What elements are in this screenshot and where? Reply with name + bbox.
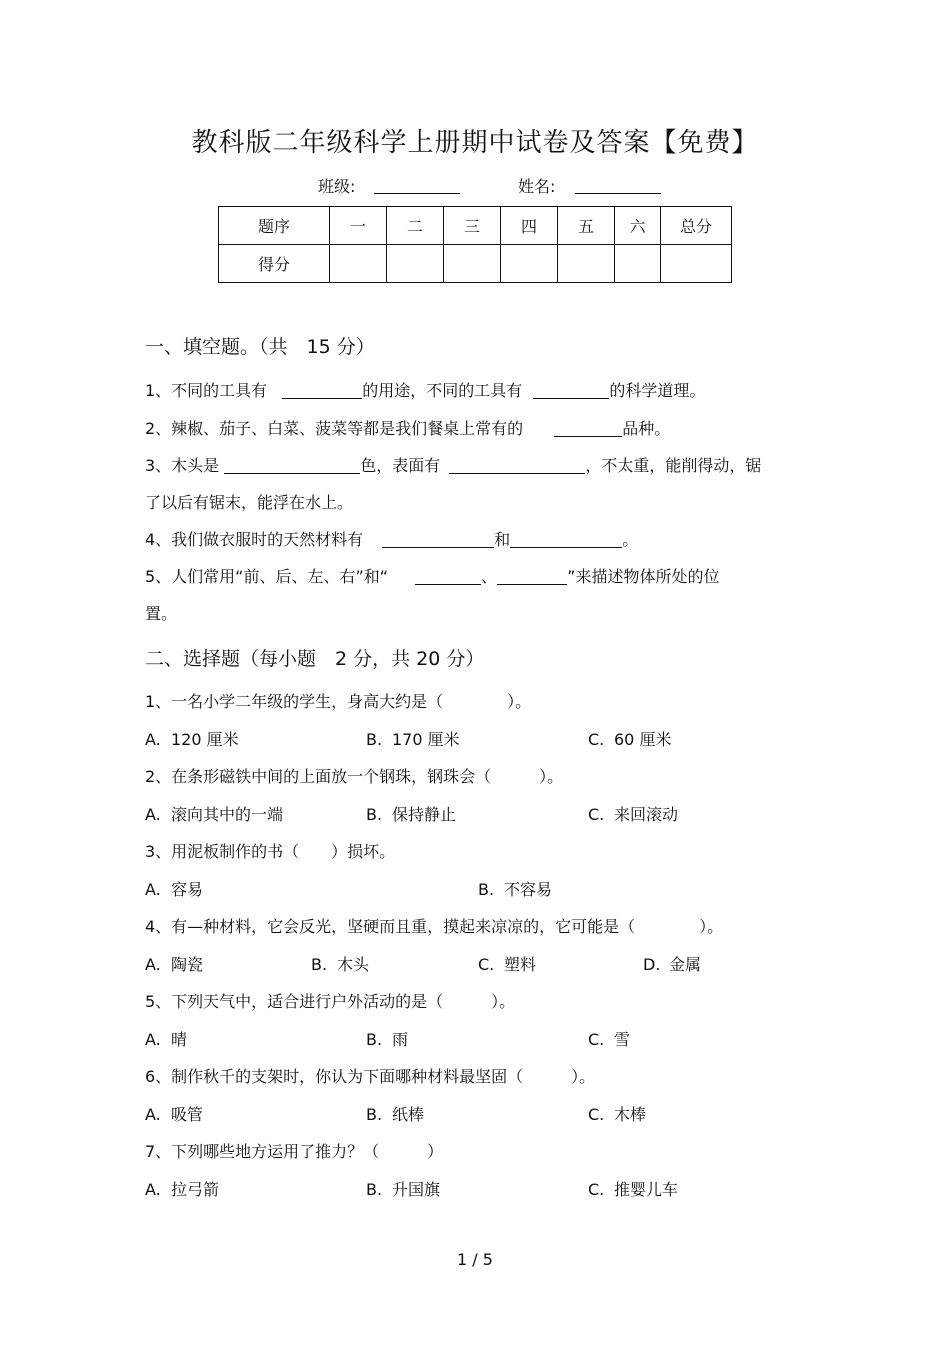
score-cell-empty[interactable] bbox=[615, 245, 661, 283]
choice-question-6: 6、制作秋千的支架时，你认为下面哪种材料最坚固（ ）。 bbox=[145, 1067, 596, 1086]
q4-option-d[interactable]: D. 金属 bbox=[643, 955, 702, 974]
choice-question-4: 4、有—种材料，它会反光，坚硬而且重，摸起来凉凉的，它可能是（ ）。 bbox=[145, 917, 724, 936]
q2-option-a[interactable]: A. 滚向其中的一端 bbox=[145, 805, 284, 824]
q3-text-a: 3、木头是 bbox=[145, 456, 220, 475]
fill-question-5-cont: 置。 bbox=[145, 604, 178, 623]
score-cell-empty[interactable] bbox=[501, 245, 558, 283]
fill-question-4 bbox=[145, 527, 638, 550]
q4-option-b[interactable]: B. 木头 bbox=[311, 955, 370, 974]
q5-blank-2[interactable] bbox=[497, 568, 567, 585]
score-cell-header: 二 bbox=[387, 207, 444, 245]
score-cell-empty[interactable] bbox=[661, 245, 732, 283]
choice-question-2: 2、在条形磁铁中间的上面放一个钢珠，钢珠会（ ）。 bbox=[145, 767, 564, 786]
q4-blank-1[interactable] bbox=[382, 531, 494, 548]
score-cell-empty[interactable] bbox=[330, 245, 387, 283]
score-table-header-row bbox=[219, 207, 732, 245]
q1-text-a: 1、不同的工具有 bbox=[145, 381, 268, 400]
q3-option-b[interactable]: B. 不容易 bbox=[478, 880, 553, 899]
q7-option-b[interactable]: B. 升国旗 bbox=[366, 1180, 441, 1199]
score-cell-header: 三 bbox=[444, 207, 501, 245]
q4-option-a[interactable]: A. 陶瓷 bbox=[145, 955, 204, 974]
fill-question-3 bbox=[145, 453, 761, 476]
fill-question-2 bbox=[145, 416, 670, 439]
section2-heading: 二、选择题（每小题 2 分，共 20 分） bbox=[145, 648, 485, 670]
q5-option-b[interactable]: B. 雨 bbox=[366, 1030, 409, 1049]
q5-option-a[interactable]: A. 晴 bbox=[145, 1030, 188, 1049]
q6-option-b[interactable]: B. 纸棒 bbox=[366, 1105, 425, 1124]
page-number: 1 / 5 bbox=[457, 1250, 493, 1269]
name-blank[interactable] bbox=[575, 193, 661, 194]
score-cell-header: 一 bbox=[330, 207, 387, 245]
q1-blank-2[interactable] bbox=[533, 382, 609, 399]
score-table-score-row bbox=[219, 245, 732, 283]
fill-question-1 bbox=[145, 378, 705, 401]
q5-text-b: 、 bbox=[481, 567, 498, 586]
score-cell-header: 四 bbox=[501, 207, 558, 245]
q2-option-b[interactable]: B. 保持静止 bbox=[366, 805, 457, 824]
q1-text-c: 的科学道理。 bbox=[609, 381, 706, 400]
q4-option-c[interactable]: C. 塑料 bbox=[478, 955, 537, 974]
q1-text-b: 的用途，不同的工具有 bbox=[362, 381, 523, 400]
q1-option-b[interactable]: B. 170 厘米 bbox=[366, 730, 460, 749]
score-cell-empty[interactable] bbox=[444, 245, 501, 283]
name-label: 姓名: bbox=[518, 177, 556, 196]
choice-question-7: 7、下列哪些地方运用了推力？（ ） bbox=[145, 1142, 444, 1161]
q1-blank-1[interactable] bbox=[282, 382, 362, 399]
q3-text-b: 色，表面有 bbox=[360, 456, 441, 475]
q5-text-c: ”来描述物体所处的位 bbox=[567, 567, 720, 586]
q3-text-c: ，不太重，能削得动，锯 bbox=[585, 456, 762, 475]
fill-question-3-cont: 了以后有锯末，能浮在水上。 bbox=[145, 493, 354, 512]
choice-question-5: 5、下列天气中，适合进行户外活动的是（ ）。 bbox=[145, 992, 516, 1011]
q3-blank-1[interactable] bbox=[224, 457, 360, 474]
q7-option-c[interactable]: C. 推婴儿车 bbox=[588, 1180, 679, 1199]
q2-text-a: 2、辣椒、茄子、白菜、菠菜等都是我们餐桌上常有的 bbox=[145, 419, 524, 438]
q2-option-c[interactable]: C. 来回滚动 bbox=[588, 805, 679, 824]
q5-text-a: 5、人们常用“前、后、左、右”和“ bbox=[145, 567, 389, 586]
class-label: 班级: bbox=[318, 177, 356, 196]
choice-question-1: 1、一名小学二年级的学生，身高大约是（ ）。 bbox=[145, 692, 532, 711]
q3-option-a[interactable]: A. 容易 bbox=[145, 880, 204, 899]
q5-option-c[interactable]: C. 雪 bbox=[588, 1030, 631, 1049]
q4-text-a: 4、我们做衣服时的天然材料有 bbox=[145, 530, 364, 549]
score-cell-header: 六 bbox=[615, 207, 661, 245]
fill-question-5 bbox=[145, 564, 719, 587]
q6-option-c[interactable]: C. 木棒 bbox=[588, 1105, 647, 1124]
q2-blank[interactable] bbox=[554, 420, 622, 437]
choice-question-3: 3、用泥板制作的书（ ）损坏。 bbox=[145, 842, 396, 861]
q7-option-a[interactable]: A. 拉弓箭 bbox=[145, 1180, 220, 1199]
page-title: 教科版二年级科学上册期中试卷及答案【免费】 bbox=[191, 128, 759, 158]
q1-option-a[interactable]: A. 120 厘米 bbox=[145, 730, 239, 749]
q4-text-c: 。 bbox=[622, 530, 639, 549]
class-blank[interactable] bbox=[374, 193, 460, 194]
q2-text-b: 品种。 bbox=[622, 419, 671, 438]
q1-option-c[interactable]: C. 60 厘米 bbox=[588, 730, 672, 749]
score-row-label: 得分 bbox=[219, 245, 330, 283]
q4-text-b: 和 bbox=[494, 530, 511, 549]
score-cell-header: 总分 bbox=[661, 207, 732, 245]
score-cell-header: 题序 bbox=[219, 207, 330, 245]
q5-blank-1[interactable] bbox=[415, 568, 481, 585]
score-cell-header: 五 bbox=[558, 207, 615, 245]
score-cell-empty[interactable] bbox=[558, 245, 615, 283]
q4-blank-2[interactable] bbox=[510, 531, 622, 548]
section1-heading: 一、填空题。（共 15 分） bbox=[145, 336, 375, 358]
score-cell-empty[interactable] bbox=[387, 245, 444, 283]
q3-blank-2[interactable] bbox=[449, 457, 585, 474]
q6-option-a[interactable]: A. 吸管 bbox=[145, 1105, 204, 1124]
score-table bbox=[218, 206, 732, 283]
